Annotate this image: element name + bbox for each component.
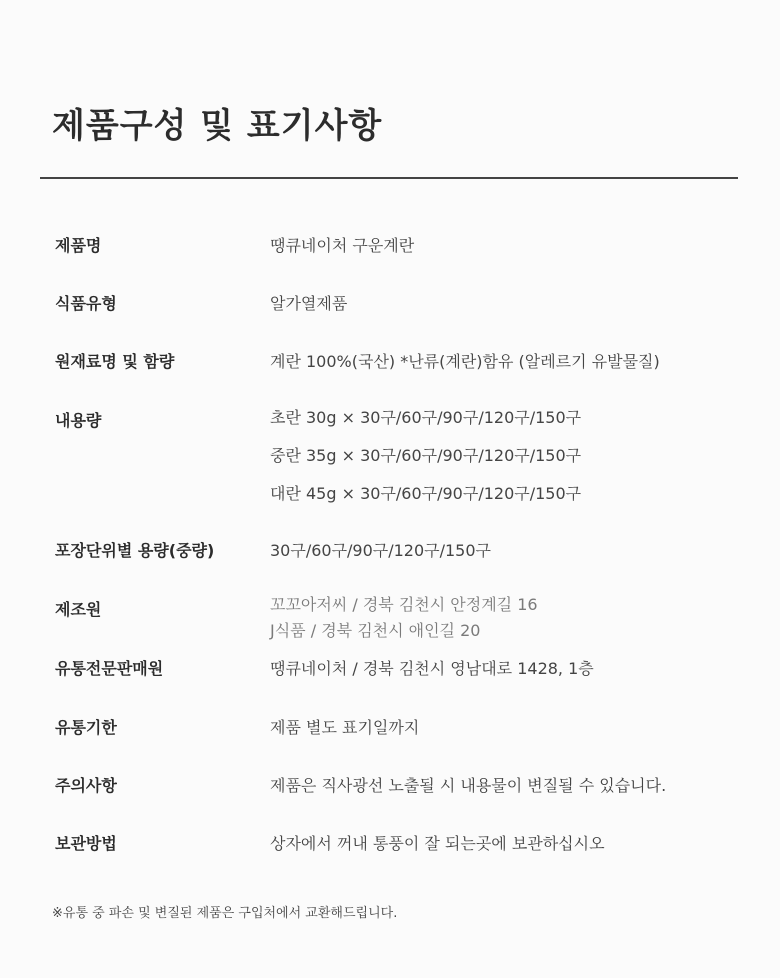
row-label: 제품명 bbox=[55, 236, 102, 255]
row-label: 유통전문판매원 bbox=[55, 659, 164, 678]
value-line: 상자에서 꺼내 통풍이 잘 되는곳에 보관하십시오 bbox=[270, 834, 605, 853]
value-line: 30구/60구/90구/120구/150구 bbox=[270, 541, 491, 560]
value-line: 꼬꼬아저씨 / 경북 김천시 안정계길 16 bbox=[270, 595, 538, 614]
row-value bbox=[270, 831, 605, 854]
row-label: 식품유형 bbox=[55, 294, 117, 313]
row-label: 원재료명 및 함량 bbox=[55, 352, 175, 371]
value-line: 땡큐네이처 / 경북 김천시 영남대로 1428, 1층 bbox=[270, 659, 594, 678]
row-value bbox=[270, 715, 419, 738]
row-label: 포장단위별 용량(중량) bbox=[55, 541, 215, 560]
row-value bbox=[270, 773, 666, 796]
page-title: 제품구성 및 표기사항 bbox=[52, 106, 383, 146]
value-line: J식품 / 경북 김천시 애인길 20 bbox=[270, 621, 481, 640]
value-line: 땡큐네이처 구운계란 bbox=[270, 236, 415, 255]
value-line: 알가열제품 bbox=[270, 294, 348, 313]
value-line: 초란 30g × 30구/60구/90구/120구/150구 bbox=[270, 408, 582, 427]
row-value bbox=[270, 233, 414, 256]
row-label: 제조원 bbox=[55, 600, 102, 619]
value-line: 계란 100%(국산) *난류(계란)함유 (알레르기 유발물질) bbox=[270, 352, 660, 371]
footnote: ※유통 중 파손 및 변질된 제품은 구입처에서 교환해드립니다. bbox=[52, 906, 398, 921]
row-value bbox=[270, 656, 594, 679]
row-label: 주의사항 bbox=[55, 776, 117, 795]
row-value bbox=[270, 349, 660, 372]
value-line: 중란 35g × 30구/60구/90구/120구/150구 bbox=[270, 446, 582, 465]
row-label: 보관방법 bbox=[55, 834, 117, 853]
title-divider bbox=[40, 177, 738, 179]
row-value bbox=[270, 399, 581, 513]
value-line: 제품 별도 표기일까지 bbox=[270, 718, 420, 737]
value-line: 대란 45g × 30구/60구/90구/120구/150구 bbox=[270, 484, 582, 503]
row-label: 유통기한 bbox=[55, 718, 117, 737]
row-value bbox=[270, 291, 347, 314]
row-value bbox=[270, 538, 491, 561]
row-value bbox=[270, 592, 538, 644]
row-label: 내용량 bbox=[55, 411, 102, 430]
value-line: 제품은 직사광선 노출될 시 내용물이 변질될 수 있습니다. bbox=[270, 776, 667, 795]
